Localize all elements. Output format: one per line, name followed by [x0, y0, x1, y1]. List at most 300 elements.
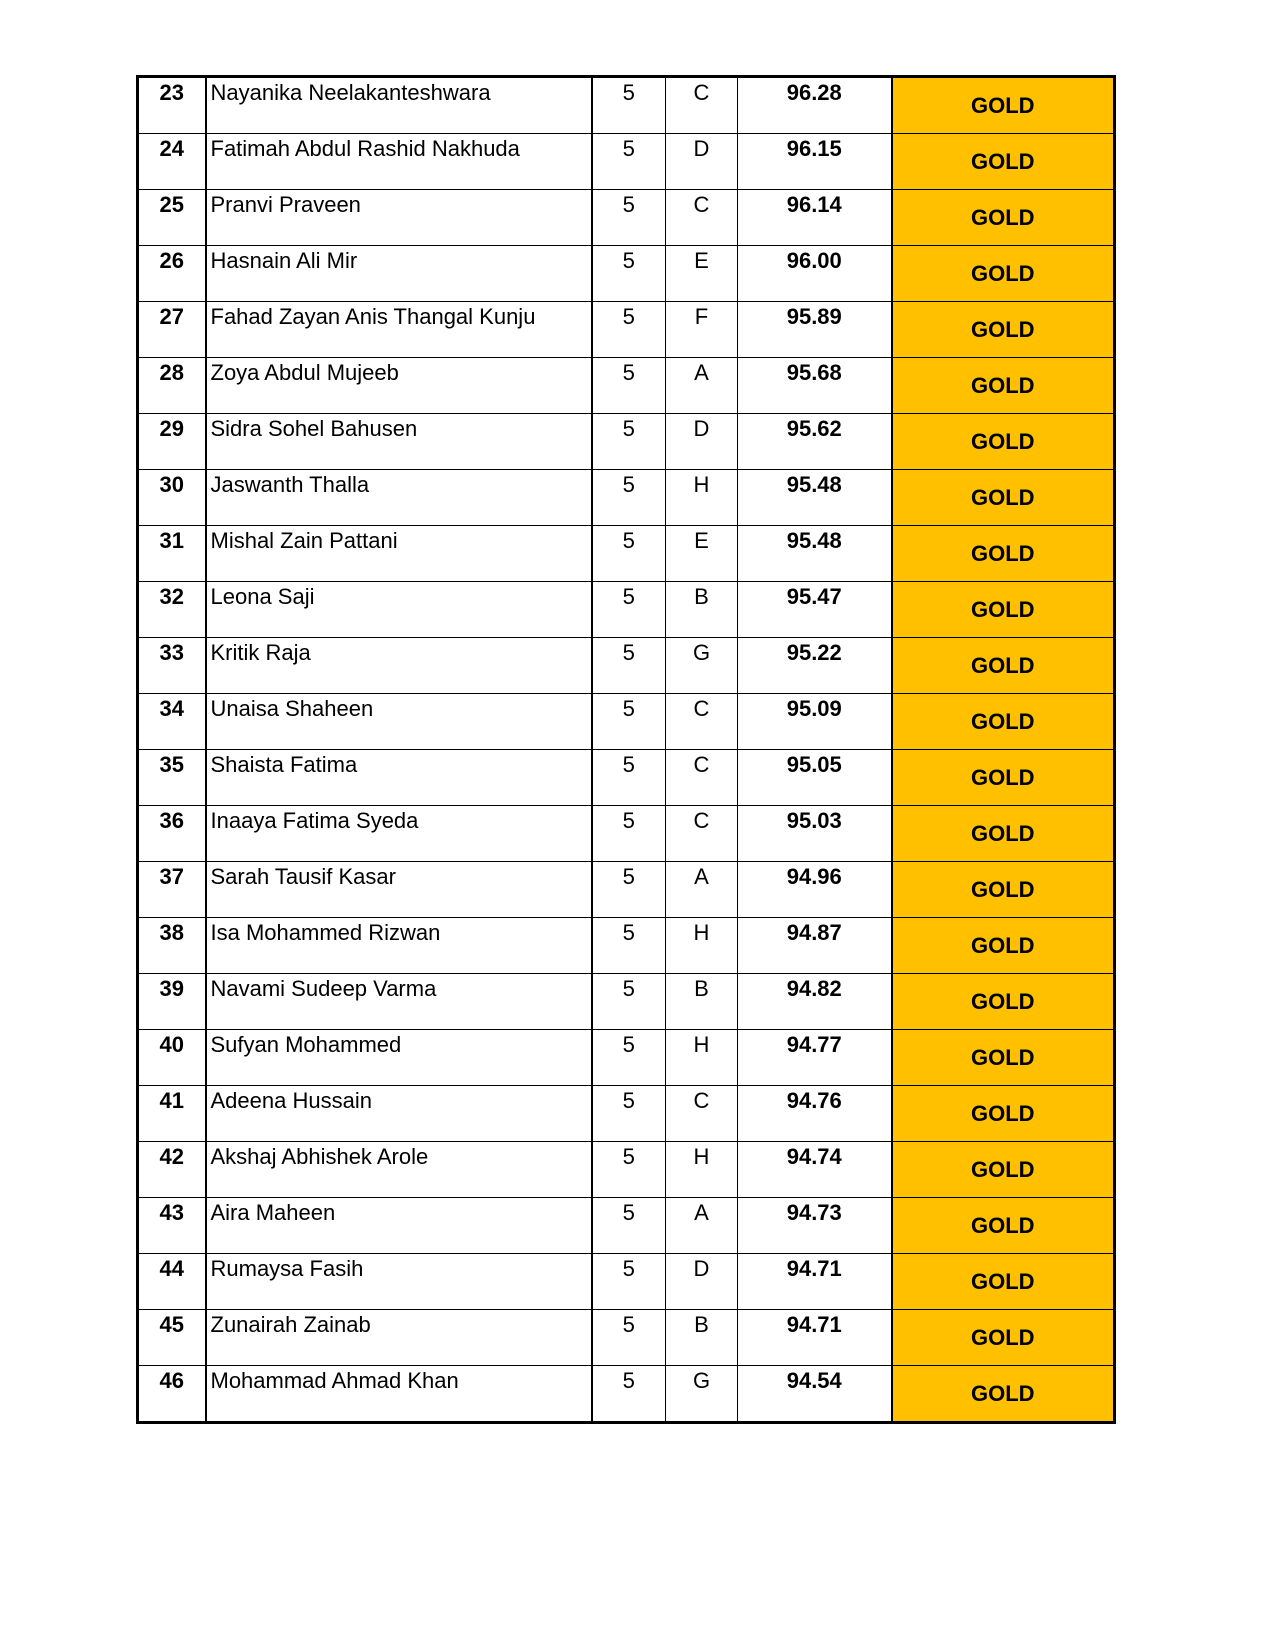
student-name-cell-text: Sufyan Mohammed: [210, 1032, 402, 1057]
section-cell-text: C: [693, 696, 710, 721]
student-name-cell: [206, 582, 592, 638]
award-cell-text: GOLD: [970, 653, 1035, 678]
rank-cell-text: 27: [159, 304, 184, 329]
section-cell: [666, 190, 738, 246]
score-cell: [738, 974, 892, 1030]
rank-cell-text: 40: [159, 1032, 184, 1057]
student-name-cell-text: Rumaysa Fasih: [210, 1256, 364, 1281]
grade-cell-text: 5: [622, 1256, 635, 1281]
grade-cell-text: 5: [622, 528, 635, 553]
section-cell-text: H: [693, 1032, 710, 1057]
rank-cell-text: 38: [159, 920, 184, 945]
score-cell-text: 94.54: [786, 1368, 842, 1393]
grade-cell: [592, 1086, 666, 1142]
section-cell-text: C: [693, 80, 710, 105]
student-name-cell: [206, 470, 592, 526]
grade-cell-text: 5: [622, 360, 635, 385]
student-name-cell: [206, 918, 592, 974]
grade-cell: [592, 974, 666, 1030]
student-name-cell-text: Mishal Zain Pattani: [210, 528, 398, 553]
rank-cell: [138, 302, 206, 358]
award-cell: [892, 1086, 1115, 1142]
table-row: [138, 1198, 1115, 1254]
student-name-cell: [206, 358, 592, 414]
rank-cell-text: 29: [159, 416, 184, 441]
section-cell: [666, 862, 738, 918]
student-name-cell-text: Hasnain Ali Mir: [210, 248, 358, 273]
student-name-cell-text: Isa Mohammed Rizwan: [210, 920, 441, 945]
rank-cell: [138, 694, 206, 750]
grade-cell: [592, 470, 666, 526]
grade-cell-text: 5: [622, 976, 635, 1001]
score-cell: [738, 526, 892, 582]
award-cell: [892, 1254, 1115, 1310]
score-cell-text: 94.82: [786, 976, 842, 1001]
student-name-cell: [206, 1254, 592, 1310]
grade-cell: [592, 1310, 666, 1366]
award-cell: [892, 806, 1115, 862]
score-cell-text: 95.22: [786, 640, 842, 665]
table-row: [138, 1142, 1115, 1198]
award-cell: [892, 246, 1115, 302]
rank-cell-text: 32: [159, 584, 184, 609]
rank-cell: [138, 918, 206, 974]
score-cell: [738, 470, 892, 526]
score-cell: [738, 358, 892, 414]
section-cell: [666, 806, 738, 862]
section-cell: [666, 1030, 738, 1086]
section-cell-text: H: [693, 1144, 710, 1169]
award-cell-text: GOLD: [970, 373, 1035, 398]
award-cell-text: GOLD: [970, 541, 1035, 566]
score-cell-text: 96.14: [786, 192, 842, 217]
section-cell: [666, 1086, 738, 1142]
grade-cell: [592, 862, 666, 918]
score-cell-text: 94.71: [786, 1312, 842, 1337]
section-cell-text: C: [693, 192, 710, 217]
grade-cell-text: 5: [622, 808, 635, 833]
score-cell: [738, 302, 892, 358]
rank-cell-text: 26: [159, 248, 184, 273]
section-cell-text: E: [694, 248, 709, 273]
award-cell: [892, 694, 1115, 750]
section-cell: [666, 1254, 738, 1310]
award-cell: [892, 1142, 1115, 1198]
award-cell: [892, 1030, 1115, 1086]
student-name-cell-text: Kritik Raja: [210, 640, 311, 665]
grade-cell-text: 5: [622, 1312, 635, 1337]
section-cell: [666, 134, 738, 190]
student-name-cell-text: Navami Sudeep Varma: [210, 976, 437, 1001]
table-row: [138, 526, 1115, 582]
table-row: [138, 1254, 1115, 1310]
grade-cell-text: 5: [622, 192, 635, 217]
score-cell-text: 96.00: [786, 248, 842, 273]
grade-cell: [592, 77, 666, 134]
score-cell: [738, 134, 892, 190]
score-cell-text: 94.76: [786, 1088, 842, 1113]
section-cell: [666, 582, 738, 638]
grade-cell: [592, 1254, 666, 1310]
award-cell-text: GOLD: [970, 821, 1035, 846]
table-row: [138, 806, 1115, 862]
rank-cell: [138, 862, 206, 918]
student-name-cell: [206, 1030, 592, 1086]
award-cell: [892, 414, 1115, 470]
score-cell-text: 95.48: [786, 472, 842, 497]
grade-cell: [592, 694, 666, 750]
section-cell: [666, 302, 738, 358]
student-name-cell: [206, 638, 592, 694]
student-name-cell: [206, 246, 592, 302]
award-cell: [892, 77, 1115, 134]
award-cell: [892, 974, 1115, 1030]
student-name-cell-text: Fatimah Abdul Rashid Nakhuda: [210, 136, 520, 161]
rank-cell: [138, 806, 206, 862]
score-cell-text: 94.71: [786, 1256, 842, 1281]
score-cell-text: 94.77: [786, 1032, 842, 1057]
section-cell: [666, 918, 738, 974]
student-name-cell-text: Zoya Abdul Mujeeb: [210, 360, 399, 385]
grade-cell: [592, 302, 666, 358]
student-name-cell: [206, 806, 592, 862]
student-name-cell-text: Unaisa Shaheen: [210, 696, 374, 721]
award-cell: [892, 526, 1115, 582]
score-cell: [738, 1086, 892, 1142]
table-row: [138, 1030, 1115, 1086]
rank-cell-text: 30: [159, 472, 184, 497]
table-row: [138, 358, 1115, 414]
grade-cell: [592, 1198, 666, 1254]
score-cell-text: 96.28: [786, 80, 842, 105]
results-table-body: [138, 77, 1115, 1423]
rank-cell: [138, 246, 206, 302]
rank-cell: [138, 470, 206, 526]
grade-cell: [592, 414, 666, 470]
section-cell: [666, 1142, 738, 1198]
rank-cell-text: 33: [159, 640, 184, 665]
student-name-cell-text: Leona Saji: [210, 584, 315, 609]
grade-cell-text: 5: [622, 696, 635, 721]
rank-cell: [138, 190, 206, 246]
student-name-cell: [206, 190, 592, 246]
section-cell-text: D: [693, 416, 710, 441]
rank-cell: [138, 1142, 206, 1198]
score-cell: [738, 1198, 892, 1254]
rank-cell-text: 44: [159, 1256, 184, 1281]
rank-cell: [138, 1254, 206, 1310]
rank-cell: [138, 414, 206, 470]
rank-cell: [138, 750, 206, 806]
rank-cell: [138, 638, 206, 694]
rank-cell: [138, 1366, 206, 1423]
section-cell-text: A: [694, 864, 709, 889]
rank-cell: [138, 1310, 206, 1366]
award-cell-text: GOLD: [970, 989, 1035, 1014]
award-cell-text: GOLD: [970, 1325, 1035, 1350]
student-name-cell: [206, 694, 592, 750]
award-cell: [892, 862, 1115, 918]
student-name-cell: [206, 1310, 592, 1366]
section-cell-text: A: [694, 1200, 709, 1225]
rank-cell-text: 35: [159, 752, 184, 777]
section-cell: [666, 526, 738, 582]
rank-cell-text: 31: [159, 528, 184, 553]
award-cell: [892, 750, 1115, 806]
score-cell: [738, 1142, 892, 1198]
score-cell-text: 95.47: [786, 584, 842, 609]
rank-cell: [138, 134, 206, 190]
grade-cell-text: 5: [622, 80, 635, 105]
score-cell: [738, 246, 892, 302]
grade-cell: [592, 134, 666, 190]
student-name-cell: [206, 862, 592, 918]
award-cell-text: GOLD: [970, 1045, 1035, 1070]
section-cell: [666, 358, 738, 414]
table-row: [138, 1310, 1115, 1366]
section-cell: [666, 638, 738, 694]
rank-cell-text: 45: [159, 1312, 184, 1337]
student-name-cell-text: Jaswanth Thalla: [210, 472, 370, 497]
table-row: [138, 918, 1115, 974]
award-cell: [892, 470, 1115, 526]
score-cell-text: 95.03: [786, 808, 842, 833]
student-name-cell-text: Fahad Zayan Anis Thangal Kunju: [210, 304, 536, 329]
section-cell-text: G: [692, 640, 711, 665]
student-name-cell: [206, 414, 592, 470]
table-row: [138, 302, 1115, 358]
score-cell: [738, 1310, 892, 1366]
award-cell-text: GOLD: [970, 1381, 1035, 1406]
table-row: [138, 694, 1115, 750]
student-name-cell-text: Sarah Tausif Kasar: [210, 864, 396, 889]
rank-cell-text: 23: [159, 80, 184, 105]
grade-cell-text: 5: [622, 864, 635, 889]
section-cell-text: D: [693, 136, 710, 161]
grade-cell-text: 5: [622, 752, 635, 777]
award-cell: [892, 134, 1115, 190]
award-cell: [892, 190, 1115, 246]
section-cell: [666, 470, 738, 526]
grade-cell-text: 5: [622, 472, 635, 497]
grade-cell: [592, 918, 666, 974]
rank-cell-text: 25: [159, 192, 184, 217]
award-cell-text: GOLD: [970, 1157, 1035, 1182]
section-cell-text: C: [693, 1088, 710, 1113]
grade-cell: [592, 246, 666, 302]
award-cell-text: GOLD: [970, 597, 1035, 622]
student-name-cell-text: Akshaj Abhishek Arole: [210, 1144, 429, 1169]
table-row: [138, 974, 1115, 1030]
award-cell: [892, 582, 1115, 638]
section-cell: [666, 974, 738, 1030]
student-name-cell: [206, 134, 592, 190]
table-row: [138, 414, 1115, 470]
grade-cell-text: 5: [622, 1200, 635, 1225]
student-name-cell-text: Zunairah Zainab: [210, 1312, 371, 1337]
score-cell-text: 95.68: [786, 360, 842, 385]
award-cell-text: GOLD: [970, 317, 1035, 342]
grade-cell-text: 5: [622, 248, 635, 273]
award-cell-text: GOLD: [970, 93, 1035, 118]
section-cell-text: A: [694, 360, 709, 385]
award-cell: [892, 302, 1115, 358]
score-cell-text: 94.87: [786, 920, 842, 945]
table-row: [138, 77, 1115, 134]
section-cell: [666, 1366, 738, 1423]
section-cell-text: G: [692, 1368, 711, 1393]
grade-cell-text: 5: [622, 136, 635, 161]
score-cell-text: 94.73: [786, 1200, 842, 1225]
table-row: [138, 862, 1115, 918]
section-cell-text: F: [694, 304, 709, 329]
score-cell-text: 95.89: [786, 304, 842, 329]
grade-cell-text: 5: [622, 1088, 635, 1113]
student-name-cell: [206, 302, 592, 358]
rank-cell: [138, 582, 206, 638]
table-row: [138, 638, 1115, 694]
score-cell: [738, 694, 892, 750]
score-cell-text: 96.15: [786, 136, 842, 161]
grade-cell: [592, 526, 666, 582]
student-name-cell-text: Mohammad Ahmad Khan: [210, 1368, 459, 1393]
table-row: [138, 246, 1115, 302]
student-name-cell-text: Nayanika Neelakanteshwara: [210, 80, 491, 105]
score-cell: [738, 414, 892, 470]
section-cell: [666, 414, 738, 470]
student-name-cell: [206, 1086, 592, 1142]
student-name-cell: [206, 1198, 592, 1254]
student-name-cell-text: Aira Maheen: [210, 1200, 336, 1225]
section-cell-text: C: [693, 752, 710, 777]
student-name-cell-text: Inaaya Fatima Syeda: [210, 808, 419, 833]
rank-cell-text: 24: [159, 136, 184, 161]
score-cell: [738, 1030, 892, 1086]
award-cell: [892, 1366, 1115, 1423]
rank-cell: [138, 526, 206, 582]
section-cell: [666, 750, 738, 806]
score-cell-text: 94.74: [786, 1144, 842, 1169]
student-name-cell-text: Pranvi Praveen: [210, 192, 361, 217]
award-cell: [892, 918, 1115, 974]
student-name-cell: [206, 526, 592, 582]
score-cell-text: 95.09: [786, 696, 842, 721]
rank-cell: [138, 358, 206, 414]
section-cell-text: B: [694, 1312, 709, 1337]
grade-cell-text: 5: [622, 640, 635, 665]
section-cell: [666, 1198, 738, 1254]
score-cell-text: 95.62: [786, 416, 842, 441]
score-cell-text: 95.48: [786, 528, 842, 553]
rank-cell-text: 42: [159, 1144, 184, 1169]
award-cell-text: GOLD: [970, 765, 1035, 790]
section-cell-text: E: [694, 528, 709, 553]
award-cell-text: GOLD: [970, 933, 1035, 958]
student-name-cell-text: Sidra Sohel Bahusen: [210, 416, 418, 441]
section-cell-text: H: [693, 472, 710, 497]
grade-cell: [592, 1142, 666, 1198]
grade-cell: [592, 358, 666, 414]
grade-cell-text: 5: [622, 1368, 635, 1393]
rank-cell-text: 28: [159, 360, 184, 385]
table-row: [138, 582, 1115, 638]
section-cell: [666, 1310, 738, 1366]
award-cell-text: GOLD: [970, 205, 1035, 230]
grade-cell-text: 5: [622, 416, 635, 441]
grade-cell-text: 5: [622, 584, 635, 609]
results-table: [136, 75, 1116, 1424]
rank-cell-text: 41: [159, 1088, 184, 1113]
student-name-cell: [206, 1366, 592, 1423]
section-cell: [666, 694, 738, 750]
rank-cell: [138, 1086, 206, 1142]
score-cell: [738, 806, 892, 862]
section-cell-text: B: [694, 976, 709, 1001]
rank-cell: [138, 1030, 206, 1086]
grade-cell: [592, 806, 666, 862]
grade-cell: [592, 1030, 666, 1086]
score-cell: [738, 582, 892, 638]
score-cell: [738, 918, 892, 974]
section-cell-text: C: [693, 808, 710, 833]
table-row: [138, 750, 1115, 806]
award-cell: [892, 638, 1115, 694]
award-cell-text: GOLD: [970, 1269, 1035, 1294]
rank-cell-text: 46: [159, 1368, 184, 1393]
score-cell: [738, 1366, 892, 1423]
award-cell: [892, 1198, 1115, 1254]
student-name-cell: [206, 974, 592, 1030]
student-name-cell-text: Adeena Hussain: [210, 1088, 372, 1113]
section-cell-text: B: [694, 584, 709, 609]
grade-cell-text: 5: [622, 304, 635, 329]
award-cell-text: GOLD: [970, 261, 1035, 286]
grade-cell: [592, 582, 666, 638]
grade-cell-text: 5: [622, 1144, 635, 1169]
score-cell-text: 94.96: [786, 864, 842, 889]
section-cell-text: D: [693, 1256, 710, 1281]
table-row: [138, 134, 1115, 190]
award-cell-text: GOLD: [970, 485, 1035, 510]
table-row: [138, 1366, 1115, 1423]
rank-cell-text: 37: [159, 864, 184, 889]
grade-cell: [592, 750, 666, 806]
rank-cell-text: 36: [159, 808, 184, 833]
score-cell: [738, 638, 892, 694]
rank-cell: [138, 1198, 206, 1254]
award-cell-text: GOLD: [970, 1101, 1035, 1126]
grade-cell-text: 5: [622, 1032, 635, 1057]
table-row: [138, 470, 1115, 526]
rank-cell-text: 34: [159, 696, 184, 721]
award-cell-text: GOLD: [970, 149, 1035, 174]
grade-cell-text: 5: [622, 920, 635, 945]
award-cell-text: GOLD: [970, 709, 1035, 734]
table-row: [138, 1086, 1115, 1142]
score-cell: [738, 750, 892, 806]
section-cell-text: H: [693, 920, 710, 945]
rank-cell: [138, 77, 206, 134]
rank-cell-text: 39: [159, 976, 184, 1001]
score-cell: [738, 190, 892, 246]
score-cell: [738, 862, 892, 918]
student-name-cell: [206, 77, 592, 134]
award-cell: [892, 358, 1115, 414]
award-cell-text: GOLD: [970, 1213, 1035, 1238]
rank-cell: [138, 974, 206, 1030]
student-name-cell: [206, 750, 592, 806]
award-cell-text: GOLD: [970, 877, 1035, 902]
